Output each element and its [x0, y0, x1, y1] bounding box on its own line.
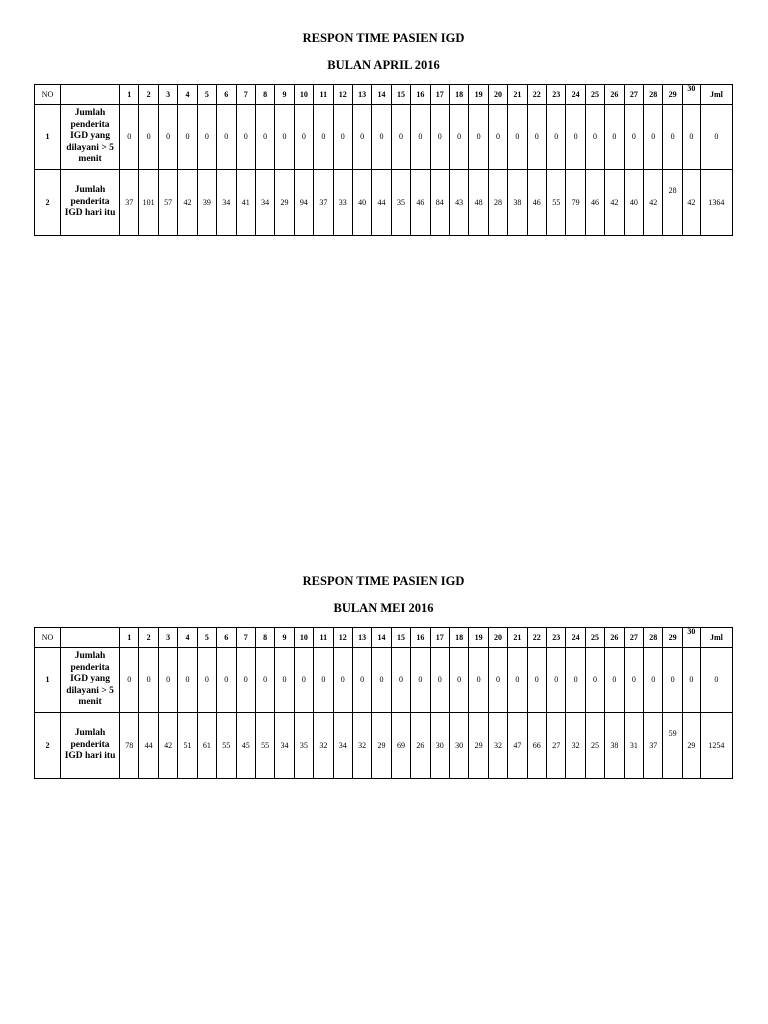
- header-day: 7: [236, 628, 255, 648]
- header-day: 27: [624, 85, 643, 105]
- header-day: 4: [178, 628, 197, 648]
- row-number: 2: [35, 713, 61, 779]
- day-value: 0: [217, 648, 236, 713]
- table-row: [35, 105, 733, 170]
- day-value: 0: [644, 105, 663, 170]
- header-label: [61, 85, 120, 105]
- day-value: 0: [352, 105, 371, 170]
- header-day: 21: [508, 85, 527, 105]
- day-value: 0: [624, 648, 643, 713]
- response-time-table-mei: [34, 627, 733, 779]
- day-value: 0: [527, 648, 546, 713]
- day-value: 0: [139, 648, 158, 713]
- header-day: 1: [120, 85, 139, 105]
- header-day: 5: [197, 85, 216, 105]
- row-label: Jumlah penderita IGD hari itu: [61, 170, 120, 236]
- header-day: 29: [663, 85, 682, 105]
- header-total: Jml: [700, 85, 732, 105]
- day-value: 37: [314, 170, 333, 236]
- day-value: 38: [508, 170, 527, 236]
- report-title: RESPON TIME PASIEN IGD: [302, 31, 465, 45]
- day-value: 34: [333, 713, 352, 779]
- day-value: 0: [314, 105, 333, 170]
- day-value: 0: [411, 648, 430, 713]
- row-total: 0: [700, 105, 732, 170]
- header-day: 5: [197, 628, 216, 648]
- day-value: 55: [217, 713, 236, 779]
- row-number: 1: [35, 105, 61, 170]
- day-value: 0: [527, 105, 546, 170]
- report-subtitle: BULAN APRIL 2016: [327, 58, 440, 72]
- header-day: 22: [527, 628, 546, 648]
- header-no: NO: [35, 85, 61, 105]
- day-value: 47: [508, 713, 527, 779]
- day-value: 78: [120, 713, 139, 779]
- day-value: 94: [294, 170, 313, 236]
- day-value: 0: [547, 105, 566, 170]
- day-value: 51: [178, 713, 197, 779]
- header-day: 26: [605, 85, 624, 105]
- day-value: 0: [411, 105, 430, 170]
- day-value: 0: [605, 105, 624, 170]
- header-day: 6: [217, 628, 236, 648]
- day-value: 31: [624, 713, 643, 779]
- header-day: 17: [430, 85, 449, 105]
- report-subtitle: BULAN MEI 2016: [333, 601, 434, 615]
- day-value: 0: [197, 648, 216, 713]
- day-value: 0: [391, 105, 410, 170]
- header-day: 30: [682, 628, 700, 648]
- header-label: [61, 628, 120, 648]
- row-number: 2: [35, 170, 61, 236]
- day-value: 46: [527, 170, 546, 236]
- day-value: 28: [663, 170, 682, 236]
- day-value: 29: [682, 713, 700, 779]
- header-day: 18: [449, 628, 468, 648]
- row-number: 1: [35, 648, 61, 713]
- day-value: 0: [469, 105, 488, 170]
- row-total: 1364: [700, 170, 732, 236]
- day-value: 34: [255, 170, 274, 236]
- header-day: 3: [158, 85, 177, 105]
- day-value: 0: [275, 105, 294, 170]
- day-value: 84: [430, 170, 449, 236]
- header-day: 10: [294, 628, 313, 648]
- day-value: 0: [352, 648, 371, 713]
- day-value: 37: [120, 170, 139, 236]
- day-value: 44: [139, 713, 158, 779]
- day-value: 35: [391, 170, 410, 236]
- header-day: 26: [605, 628, 624, 648]
- day-value: 0: [372, 105, 391, 170]
- header-day: 2: [139, 85, 158, 105]
- day-value: 32: [566, 713, 585, 779]
- day-value: 0: [372, 648, 391, 713]
- header-day: 20: [488, 85, 507, 105]
- header-day: 3: [158, 628, 177, 648]
- header-day: 4: [178, 85, 197, 105]
- header-day: 13: [352, 85, 371, 105]
- day-value: 0: [158, 648, 177, 713]
- day-value: 79: [566, 170, 585, 236]
- day-value: 29: [275, 170, 294, 236]
- day-value: 0: [217, 105, 236, 170]
- header-day: 25: [585, 628, 604, 648]
- day-value: 0: [449, 648, 468, 713]
- header-day: 2: [139, 628, 158, 648]
- header-day: 30: [682, 85, 700, 105]
- day-value: 0: [508, 105, 527, 170]
- day-value: 0: [488, 648, 507, 713]
- header-day: 23: [547, 85, 566, 105]
- header-day: 12: [333, 628, 352, 648]
- day-value: 42: [644, 170, 663, 236]
- day-value: 32: [488, 713, 507, 779]
- day-value: 59: [663, 713, 682, 779]
- day-value: 0: [197, 105, 216, 170]
- day-value: 0: [449, 105, 468, 170]
- row-total: 0: [700, 648, 732, 713]
- day-value: 25: [585, 713, 604, 779]
- header-day: 29: [663, 628, 682, 648]
- day-value: 39: [197, 170, 216, 236]
- header-day: 17: [430, 628, 449, 648]
- header-day: 14: [372, 85, 391, 105]
- table-row: [35, 170, 733, 236]
- header-day: 10: [294, 85, 313, 105]
- row-label: Jumlah penderita IGD yang dilayani > 5 menit: [61, 648, 120, 713]
- day-value: 66: [527, 713, 546, 779]
- header-day: 16: [411, 85, 430, 105]
- row-label: Jumlah penderita IGD yang dilayani > 5 menit: [61, 105, 120, 170]
- header-day: 22: [527, 85, 546, 105]
- day-value: 29: [372, 713, 391, 779]
- header-day: 23: [547, 628, 566, 648]
- header-day: 11: [314, 628, 333, 648]
- header-total: Jml: [700, 628, 732, 648]
- day-value: 35: [294, 713, 313, 779]
- day-value: 0: [275, 648, 294, 713]
- day-value: 0: [430, 105, 449, 170]
- day-value: 0: [430, 648, 449, 713]
- day-value: 0: [663, 105, 682, 170]
- table-row: [35, 713, 733, 779]
- day-value: 0: [663, 648, 682, 713]
- day-value: 0: [624, 105, 643, 170]
- header-day: 6: [217, 85, 236, 105]
- header-day: 28: [644, 85, 663, 105]
- day-value: 61: [197, 713, 216, 779]
- day-value: 46: [411, 170, 430, 236]
- day-value: 30: [449, 713, 468, 779]
- day-value: 43: [449, 170, 468, 236]
- day-value: 34: [217, 170, 236, 236]
- header-day: 27: [624, 628, 643, 648]
- day-value: 26: [411, 713, 430, 779]
- header-day: 8: [255, 628, 274, 648]
- day-value: 42: [178, 170, 197, 236]
- header-day: 28: [644, 628, 663, 648]
- day-value: 40: [352, 170, 371, 236]
- day-value: 101: [139, 170, 158, 236]
- day-value: 0: [314, 648, 333, 713]
- header-day: 15: [391, 628, 410, 648]
- mei-section: [34, 573, 733, 779]
- day-value: 42: [158, 713, 177, 779]
- day-value: 0: [333, 648, 352, 713]
- day-value: 38: [605, 713, 624, 779]
- header-day: 15: [391, 85, 410, 105]
- row-total: 1254: [700, 713, 732, 779]
- day-value: 28: [488, 170, 507, 236]
- header-day: 9: [275, 85, 294, 105]
- day-value: 33: [333, 170, 352, 236]
- day-value: 0: [469, 648, 488, 713]
- header-day: 1: [120, 628, 139, 648]
- day-value: 0: [178, 648, 197, 713]
- day-value: 0: [294, 105, 313, 170]
- day-value: 0: [255, 105, 274, 170]
- row-label: Jumlah penderita IGD hari itu: [61, 713, 120, 779]
- april-section: [34, 30, 733, 236]
- header-day: 16: [411, 628, 430, 648]
- day-value: 0: [120, 648, 139, 713]
- day-value: 0: [236, 648, 255, 713]
- day-value: 0: [294, 648, 313, 713]
- day-value: 27: [547, 713, 566, 779]
- day-value: 0: [158, 105, 177, 170]
- header-day: 14: [372, 628, 391, 648]
- day-value: 42: [682, 170, 700, 236]
- day-value: 69: [391, 713, 410, 779]
- day-value: 0: [605, 648, 624, 713]
- header-day: 20: [488, 628, 507, 648]
- report-title: RESPON TIME PASIEN IGD: [302, 574, 465, 588]
- day-value: 44: [372, 170, 391, 236]
- header-day: 25: [585, 85, 604, 105]
- day-value: 46: [585, 170, 604, 236]
- day-value: 40: [624, 170, 643, 236]
- day-value: 0: [120, 105, 139, 170]
- day-value: 0: [139, 105, 158, 170]
- day-value: 0: [333, 105, 352, 170]
- day-value: 32: [352, 713, 371, 779]
- day-value: 48: [469, 170, 488, 236]
- day-value: 41: [236, 170, 255, 236]
- header-day: 13: [352, 628, 371, 648]
- header-day: 19: [469, 628, 488, 648]
- day-value: 0: [585, 105, 604, 170]
- day-value: 0: [255, 648, 274, 713]
- day-value: 55: [255, 713, 274, 779]
- day-value: 42: [605, 170, 624, 236]
- header-no: NO: [35, 628, 61, 648]
- header-row: [35, 85, 733, 105]
- header-day: 12: [333, 85, 352, 105]
- header-day: 21: [508, 628, 527, 648]
- day-value: 0: [236, 105, 255, 170]
- day-value: 0: [488, 105, 507, 170]
- header-day: 11: [314, 85, 333, 105]
- day-value: 0: [682, 648, 700, 713]
- header-day: 7: [236, 85, 255, 105]
- response-time-table-april: [34, 84, 733, 236]
- day-value: 0: [682, 105, 700, 170]
- day-value: 0: [566, 105, 585, 170]
- header-day: 8: [255, 85, 274, 105]
- header-day: 19: [469, 85, 488, 105]
- day-value: 57: [158, 170, 177, 236]
- day-value: 0: [391, 648, 410, 713]
- day-value: 55: [547, 170, 566, 236]
- header-day: 24: [566, 628, 585, 648]
- table-row: [35, 648, 733, 713]
- day-value: 29: [469, 713, 488, 779]
- header-day: 18: [449, 85, 468, 105]
- day-value: 30: [430, 713, 449, 779]
- day-value: 0: [547, 648, 566, 713]
- header-day: 9: [275, 628, 294, 648]
- header-row: [35, 628, 733, 648]
- day-value: 0: [508, 648, 527, 713]
- day-value: 32: [314, 713, 333, 779]
- day-value: 0: [644, 648, 663, 713]
- day-value: 45: [236, 713, 255, 779]
- header-day: 24: [566, 85, 585, 105]
- day-value: 37: [644, 713, 663, 779]
- day-value: 0: [585, 648, 604, 713]
- day-value: 0: [178, 105, 197, 170]
- day-value: 0: [566, 648, 585, 713]
- day-value: 34: [275, 713, 294, 779]
